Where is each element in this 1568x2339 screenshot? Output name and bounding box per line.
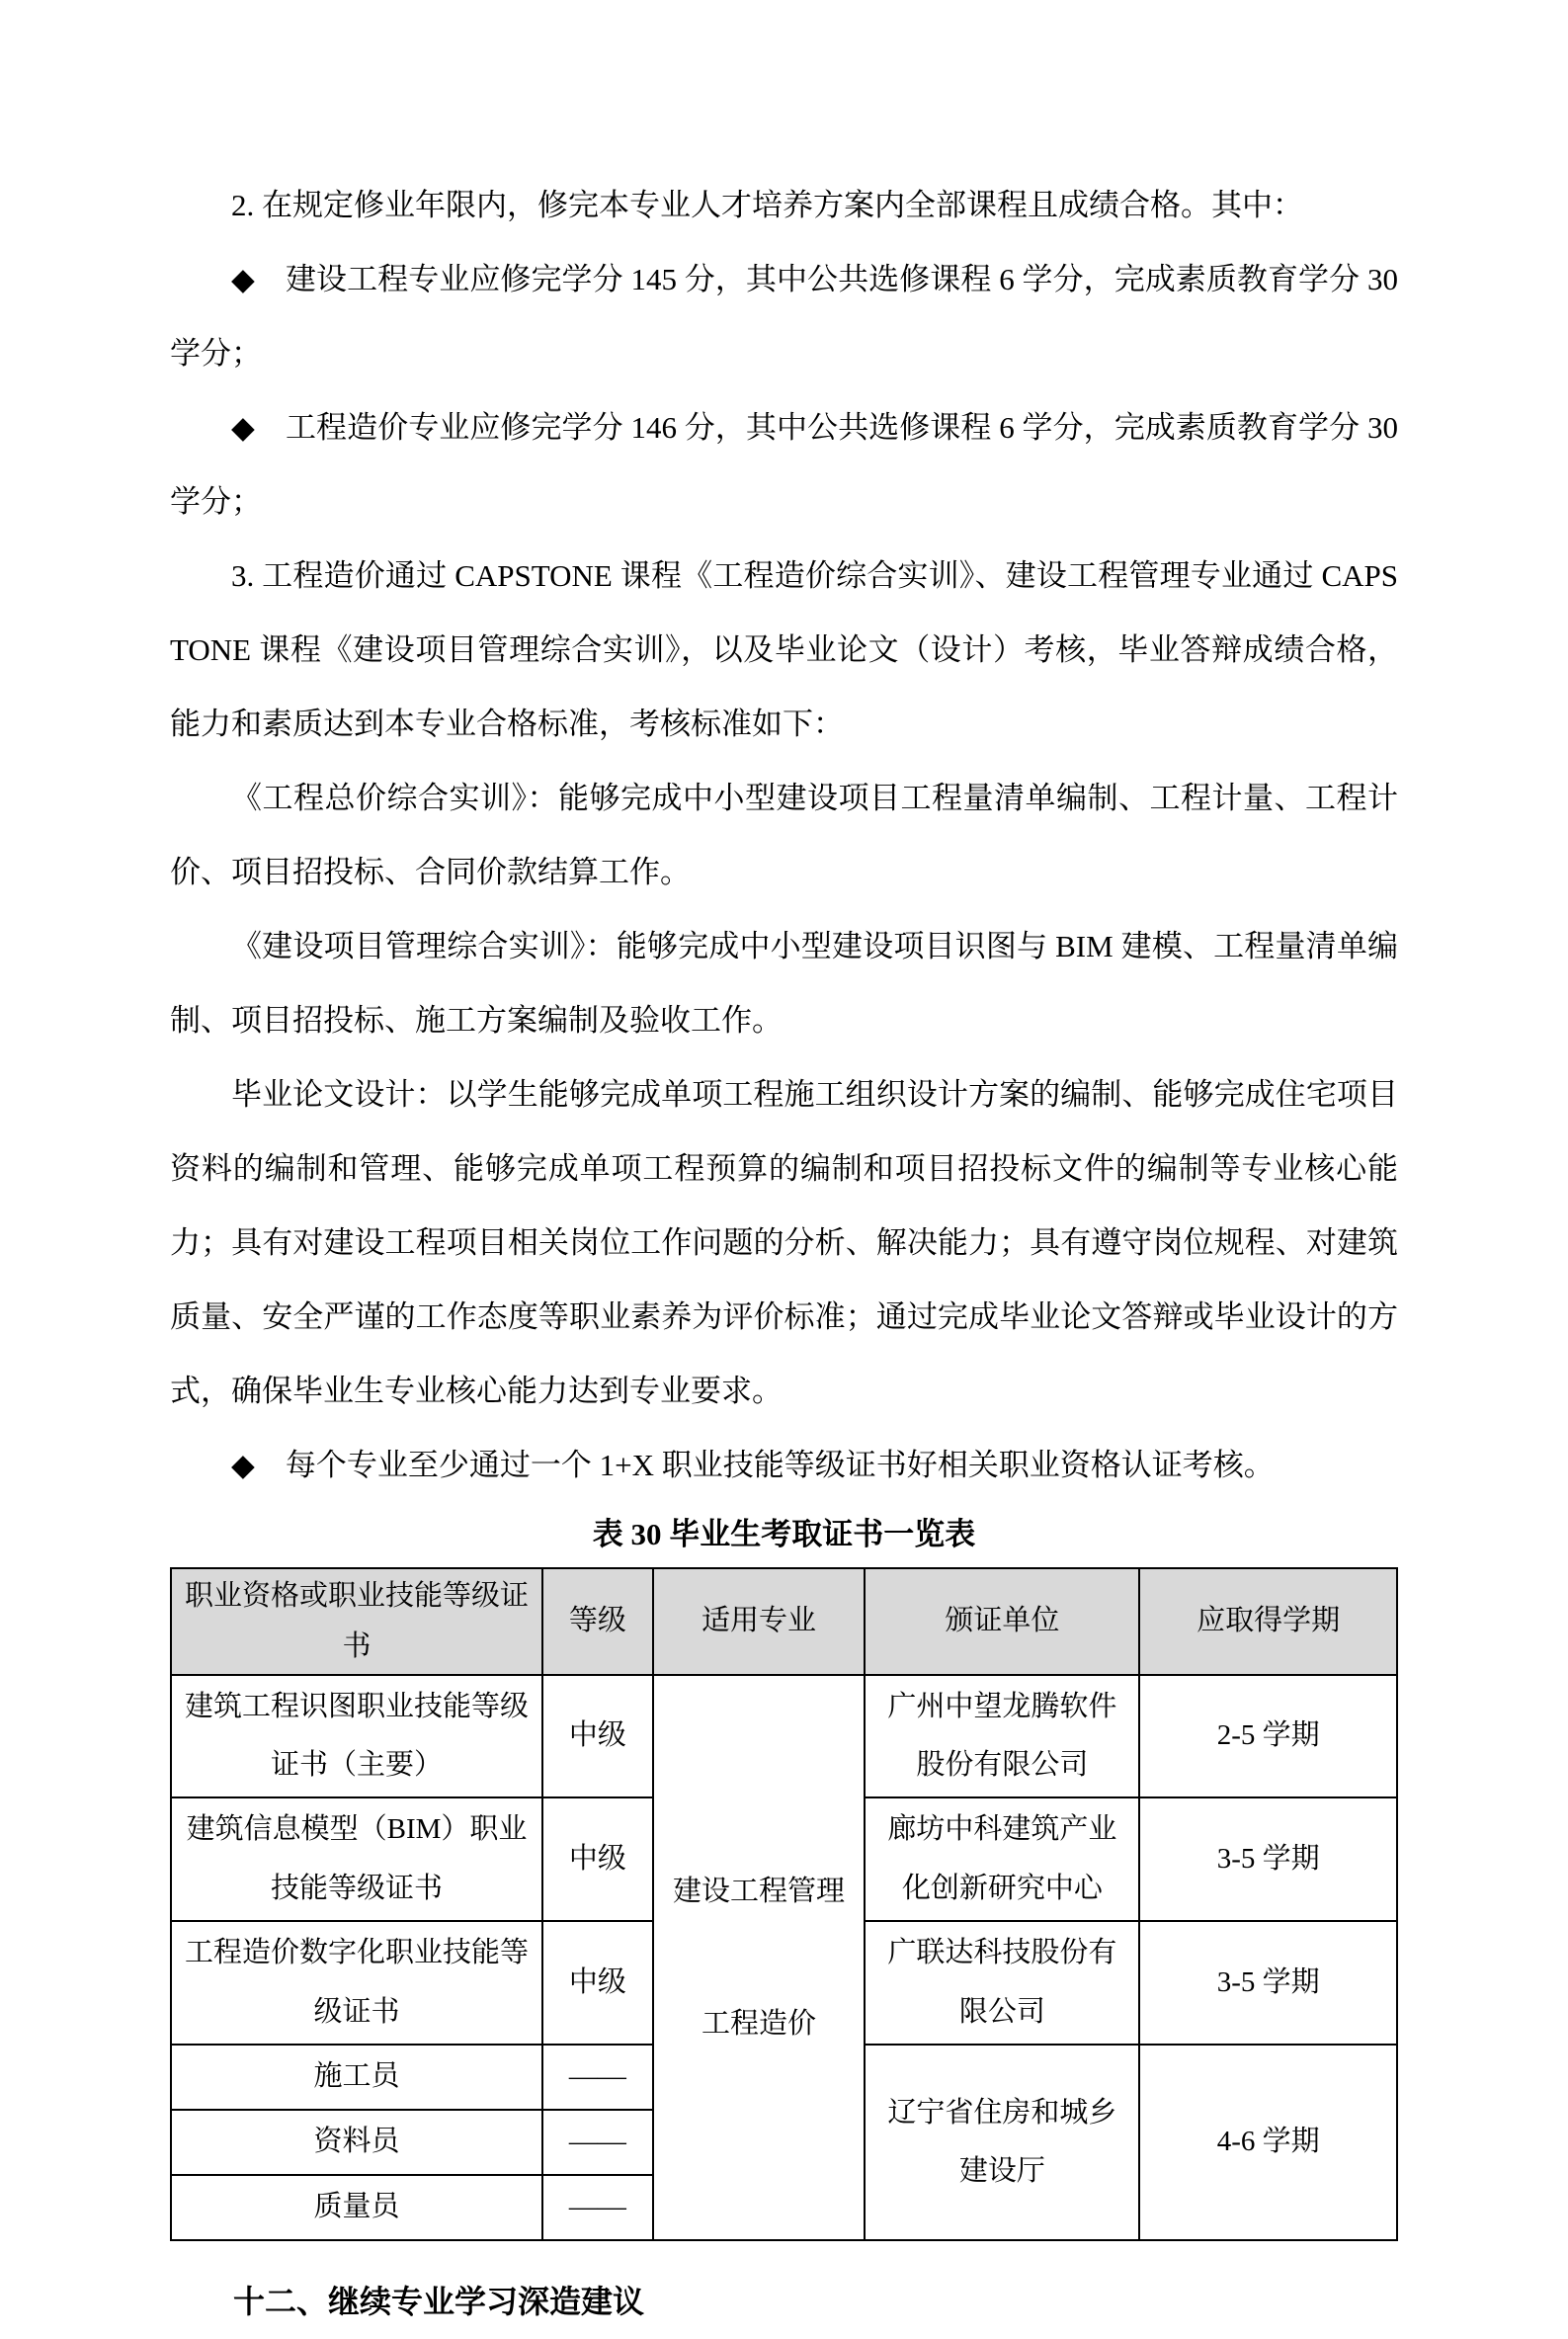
cert-name-cell: 质量员: [171, 2175, 542, 2240]
cert-name-cell: 建筑信息模型（BIM）职业技能等级证书: [171, 1797, 542, 1921]
column-header-term: 应取得学期: [1139, 1568, 1397, 1675]
certificates-table: [170, 1567, 1398, 2241]
cert-name-cell: 工程造价数字化职业技能等级证书: [171, 1921, 542, 2045]
table-row: [171, 1675, 1397, 1798]
applicable-majors-cell: [653, 1675, 866, 2241]
column-header-applicable-major: 适用专业: [653, 1568, 866, 1675]
term-cell: 3-5 学期: [1139, 1797, 1397, 1921]
paragraph-requirement-3: 3. 工程造价通过 CAPSTONE 课程《工程造价综合实训》、建设工程管理专业通过 CAPSTONE 课程《建设项目管理综合实训》，以及毕业论文（设计）考核，毕业答辩成绩合格，能力和素质达到本专业合格标准，考核标准如下：: [170, 558, 1398, 741]
term-cell: 4-6 学期: [1139, 2045, 1397, 2240]
paragraph-thesis-design: 毕业论文设计：以学生能够完成单项工程施工组织设计方案的编制、能够完成住宅项目资料的编制和管理、能够完成单项工程预算的编制和项目招投标文件的编制等专业核心能力；具有对建设工程项目相关岗位工作问题的分析、解决能力；具有遵守岗位规程、对建筑质量、安全严谨的工作态度等职业素养为评价标准；通过完成毕业论文答辩或毕业设计的方式，确保毕业生专业核心能力达到专业要求。: [170, 1077, 1398, 1408]
major-engineering-cost: 工程造价: [701, 2007, 817, 2040]
column-header-level: 等级: [542, 1568, 653, 1675]
major-construction-management: 建设工程管理: [673, 1875, 846, 1907]
paragraph-bullet-1x-certificate: ◆ 每个专业至少通过一个 1+X 职业技能等级证书好相关职业资格认证考核。: [231, 1448, 1275, 1482]
paragraph-bullet-cost-credits: ◆ 工程造价专业应修完学分 146 分，其中公共选修课程 6 学分，完成素质教育学分 30 学分；: [170, 410, 1398, 519]
level-cell: ——: [542, 2110, 653, 2175]
table-header-row: [171, 1568, 1397, 1675]
section-heading: 十二、继续专业学习深造建议: [233, 2284, 645, 2320]
column-header-certificate: 职业资格或职业技能等级证书: [171, 1568, 542, 1675]
column-header-issuer: 颁证单位: [865, 1568, 1139, 1675]
paragraph-requirement-2: 2. 在规定修业年限内，修完本专业人才培养方案内全部课程且成绩合格。其中：: [231, 188, 1303, 222]
paragraph-capstone-cost-training: 《工程总价综合实训》：能够完成中小型建设项目工程量清单编制、工程计量、工程计价、项目招投标、合同价款结算工作。: [170, 781, 1398, 889]
issuer-cell: 广联达科技股份有限公司: [865, 1921, 1139, 2045]
issuer-cell: 辽宁省住房和城乡建设厅: [865, 2045, 1139, 2240]
term-cell: 2-5 学期: [1139, 1675, 1397, 1798]
level-cell: 中级: [542, 1797, 653, 1921]
cert-name-cell: 资料员: [171, 2110, 542, 2175]
paragraph-bullet-construction-credits: ◆ 建设工程专业应修完学分 145 分，其中公共选修课程 6 学分，完成素质教育学分 30 学分；: [170, 262, 1398, 371]
cert-name-cell: 施工员: [171, 2045, 542, 2110]
table-title: 表 30 毕业生考取证书一览表: [592, 1517, 976, 1551]
cert-name-cell: 建筑工程识图职业技能等级证书（主要）: [171, 1675, 542, 1798]
level-cell: 中级: [542, 1675, 653, 1798]
level-cell: 中级: [542, 1921, 653, 2045]
level-cell: ——: [542, 2175, 653, 2240]
issuer-cell: 廊坊中科建筑产业化创新研究中心: [865, 1797, 1139, 1921]
level-cell: ——: [542, 2045, 653, 2110]
paragraph-capstone-project-training: 《建设项目管理综合实训》：能够完成中小型建设项目识图与 BIM 建模、工程量清单编制、项目招投标、施工方案编制及验收工作。: [170, 929, 1398, 1038]
issuer-cell: 广州中望龙腾软件股份有限公司: [865, 1675, 1139, 1798]
term-cell: 3-5 学期: [1139, 1921, 1397, 2045]
